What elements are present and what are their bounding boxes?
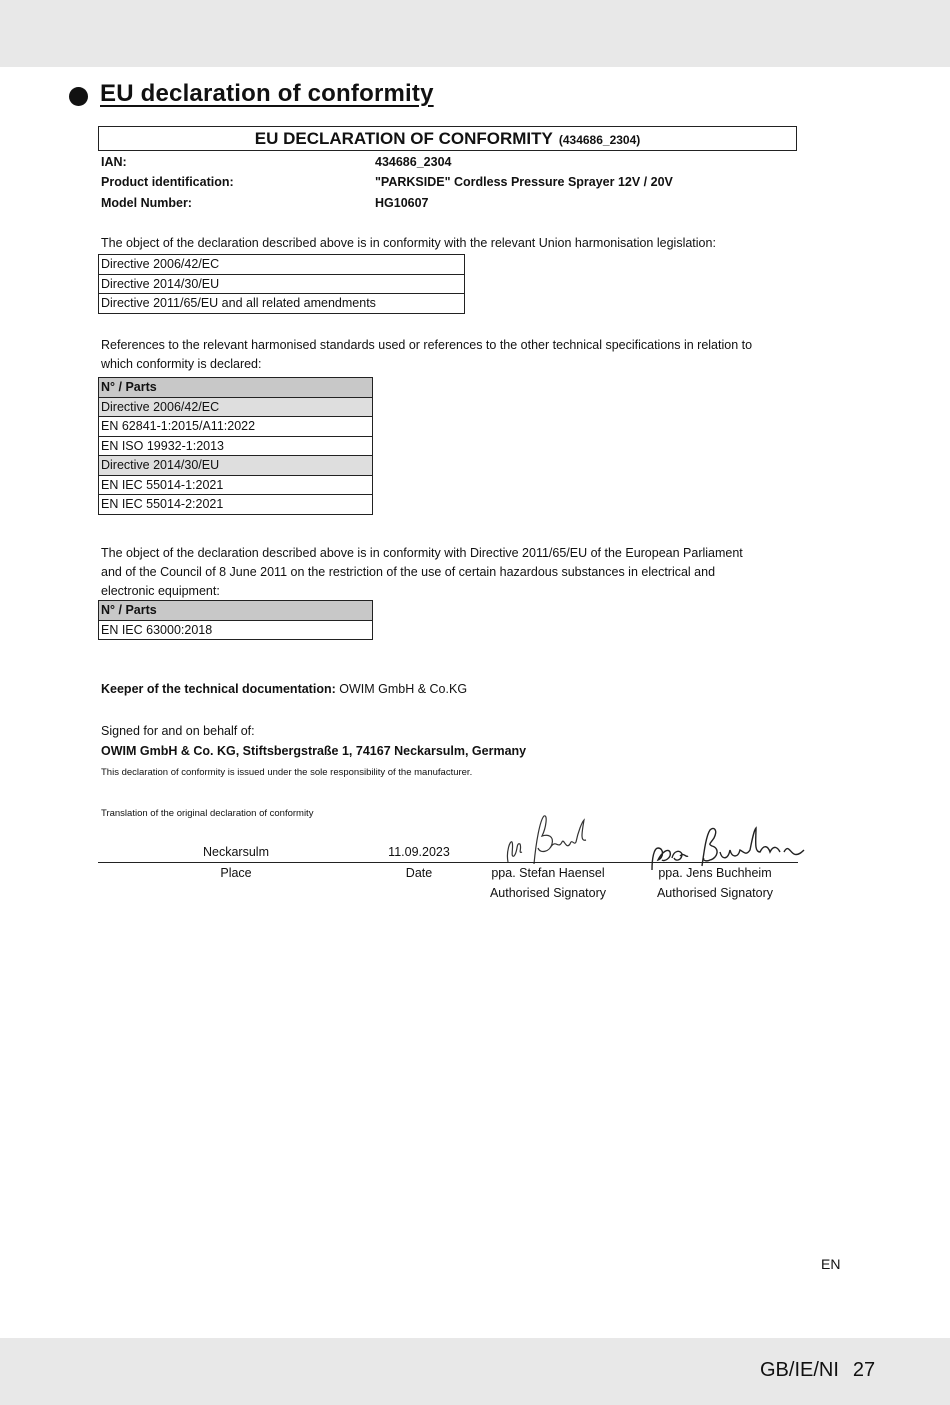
page-title: EU declaration of conformity bbox=[100, 80, 434, 107]
table-row bbox=[99, 274, 465, 294]
signed-for: Signed for and on behalf of: bbox=[101, 724, 255, 738]
table-row bbox=[99, 620, 373, 640]
keeper-value: OWIM GmbH & Co.KG bbox=[339, 682, 468, 696]
standard-group-cell: Directive 2006/42/EC bbox=[99, 397, 373, 417]
rohs-table bbox=[98, 600, 373, 640]
table-row bbox=[99, 397, 373, 417]
signatory-1-role: Authorised Signatory bbox=[489, 886, 607, 900]
ian-value: 434686_2304 bbox=[375, 155, 452, 169]
directives-table bbox=[98, 254, 465, 314]
table-row bbox=[99, 495, 373, 515]
model-label: Model Number: bbox=[101, 196, 192, 210]
table-row bbox=[99, 456, 373, 476]
standard-cell: EN ISO 19932-1:2013 bbox=[99, 436, 373, 456]
table-row bbox=[99, 294, 465, 314]
model-value: HG10607 bbox=[375, 196, 429, 210]
standards-header: N° / Parts bbox=[99, 378, 373, 398]
date-value: 11.09.2023 bbox=[388, 845, 450, 859]
place-label: Place bbox=[220, 866, 252, 880]
signature-line bbox=[98, 862, 798, 863]
rohs-intro-line1: The object of the declaration described above is in conformity with Directive 2011/65/EU of the European Parliament bbox=[101, 546, 743, 560]
directive-cell: Directive 2014/30/EU bbox=[99, 274, 465, 294]
bullet-icon bbox=[69, 87, 88, 106]
declaration-title-box bbox=[98, 126, 797, 151]
table-row bbox=[99, 255, 465, 275]
standards-table bbox=[98, 377, 373, 515]
standard-group-cell: Directive 2014/30/EU bbox=[99, 456, 373, 476]
page-number: 27 bbox=[852, 1359, 876, 1381]
keeper-label: Keeper of the technical documentation: bbox=[101, 682, 336, 696]
signatory-2-name: ppa. Jens Buchheim bbox=[658, 866, 772, 880]
ian-label: IAN: bbox=[101, 155, 127, 169]
rohs-intro-line2: and of the Council of 8 June 2011 on the restriction of the use of certain hazardous substances in electrical and bbox=[101, 565, 716, 579]
product-label: Product identification: bbox=[101, 175, 234, 189]
table-header-row bbox=[99, 378, 373, 398]
place-value: Neckarsulm bbox=[203, 845, 269, 859]
product-value: "PARKSIDE" Cordless Pressure Sprayer 12V / 20V bbox=[375, 175, 673, 189]
company-address: OWIM GmbH & Co. KG, Stiftsbergstraße 1, 74167 Neckarsulm, Germany bbox=[101, 744, 527, 758]
translation-note: Translation of the original declaration of conformity bbox=[101, 808, 314, 819]
directive-cell: Directive 2006/42/EC bbox=[99, 255, 465, 275]
directive-cell: Directive 2011/65/EU and all related amendments bbox=[99, 294, 465, 314]
table-row bbox=[99, 436, 373, 456]
top-band bbox=[0, 0, 950, 67]
standard-cell: EN 62841-1:2015/A11:2022 bbox=[99, 417, 373, 437]
responsibility-note: This declaration of conformity is issued under the sole responsibility of the manufacturer. bbox=[101, 767, 473, 778]
standard-cell: EN IEC 55014-1:2021 bbox=[99, 475, 373, 495]
region-label: GB/IE/NI bbox=[760, 1359, 839, 1381]
keeper-line bbox=[101, 680, 467, 699]
signatory-2-role: Authorised Signatory bbox=[656, 886, 774, 900]
rohs-header: N° / Parts bbox=[99, 601, 373, 621]
standard-cell: EN IEC 55014-2:2021 bbox=[99, 495, 373, 515]
declaration-ref: (434686_2304) bbox=[558, 133, 641, 147]
standards-intro-line2: which conformity is declared: bbox=[101, 357, 262, 371]
table-row bbox=[99, 417, 373, 437]
page-footer bbox=[760, 1359, 875, 1382]
date-label: Date bbox=[405, 866, 433, 880]
rohs-standard-cell: EN IEC 63000:2018 bbox=[99, 620, 373, 640]
table-header-row bbox=[99, 601, 373, 621]
legislation-intro: The object of the declaration described above is in conformity with the relevant Union harmonisation legislation: bbox=[101, 236, 716, 250]
rohs-intro-line3: electronic equipment: bbox=[101, 584, 220, 598]
language-code: EN bbox=[821, 1256, 841, 1272]
table-row bbox=[99, 475, 373, 495]
declaration-title: EU DECLARATION OF CONFORMITY bbox=[254, 129, 553, 148]
signatory-1-name: ppa. Stefan Haensel bbox=[491, 866, 605, 880]
standards-intro-line1: References to the relevant harmonised standards used or references to the other technical specifications in relation to bbox=[101, 338, 753, 352]
